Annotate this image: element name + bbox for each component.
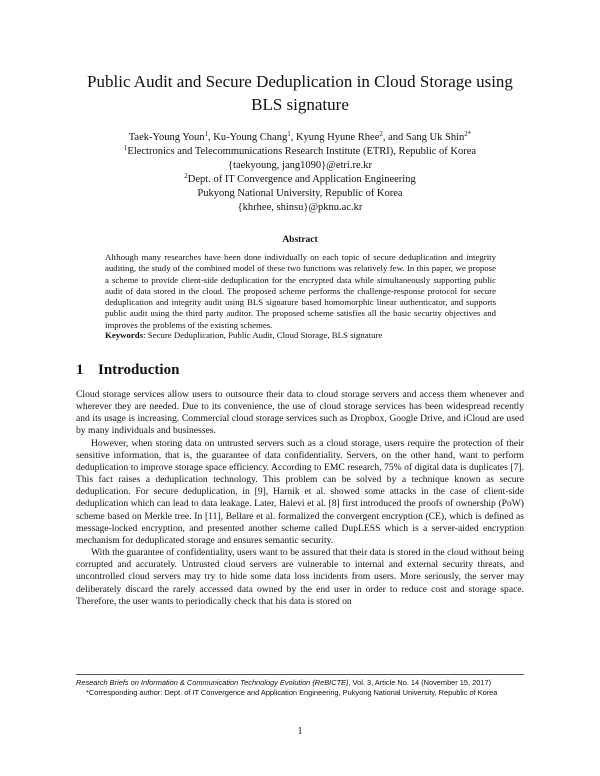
affiliation-mark: 2*: [464, 130, 472, 138]
title-line-1: Public Audit and Secure Deduplication in Cloud Storage using: [87, 72, 513, 91]
affiliation-text: Electronics and Telecommunications Research Institute (ETRI), Republic of Korea: [127, 146, 477, 157]
abstract-text: Although many researches have been done individually on each topic of secure deduplication and integrity auditing, the study of the combined model of these two functions was relatively few. In this paper, we propose a scheme to provide client-side deduplication for the encrypted data while simultaneously supporting public audit of data stored in the cloud. The proposed scheme performs the challenge-response protocol for secure deduplication and integrity audit using BLS signature based homomorphic linear authenticator, and supports public audit using the third party auditor. The proposed scheme satisfies all the basic security objectives and improves the problems of the existing schemes.: [105, 252, 496, 330]
affiliation-mark: 2: [184, 172, 188, 180]
keywords-list: : Secure Deduplication, Public Audit, Cloud Storage, BLS signature: [143, 330, 383, 340]
paragraph: Cloud storage services allow users to outsource their data to cloud storage servers and access them whenever and wherever they are needed. Due to its convenience, the use of cloud storage services has been widespread recently and its usage is increasing. Commercial cloud storage services such as Dropbox, Google Drive, and iCloud are used by many individuals and businesses.: [76, 389, 524, 437]
paper-title: [60, 70, 540, 116]
affiliation-mark: 1: [287, 130, 291, 138]
author-name: Kyung Hyune Rhee: [295, 132, 380, 143]
author-separator: ,: [290, 132, 296, 143]
affiliation-text: Dept. of IT Convergence and Application Engineering: [187, 174, 416, 185]
email-2: {khrhee, shinsu}@pknu.ac.kr: [237, 202, 363, 213]
author-name: Sang Uk Shin: [405, 132, 465, 143]
affiliation-1: [60, 145, 540, 159]
section-heading: [76, 362, 179, 379]
footnote-venue: Research Briefs on Information & Communication Technology Evolution (ReBICTE): [76, 678, 349, 687]
author-name: Ku-Young Chang: [213, 132, 288, 143]
section-title: Introduction: [98, 362, 180, 378]
author-separator: , and: [382, 132, 406, 143]
affiliation-2: [60, 173, 540, 187]
author-block: [60, 131, 540, 215]
keywords-label: Keywords: [105, 330, 144, 340]
title-line-2: BLS signature: [251, 95, 349, 114]
body-text: [76, 389, 524, 608]
author-name: Taek-Young Youn: [128, 132, 205, 143]
section-number: 1: [76, 362, 84, 378]
paragraph: With the guarantee of confidentiality, users want to be assured that their data is stored in the cloud without being corrupted and accurately. Untrusted cloud servers are vulnerable to internal and external security threats, and uncontrolled cloud servers may try to hide some data loss incidents from users. More seriously, the server may deliberately discard the rarely accessed data owned by the end user in order to reduce cost and storage space. Therefore, the user wants to periodically check that his data is stored on: [76, 547, 524, 607]
affiliation-mark: 2: [379, 130, 383, 138]
affiliation-mark: 1: [123, 144, 128, 152]
abstract-heading: Abstract: [282, 235, 318, 245]
email-1: {taekyoung, jang1090}@etri.re.kr: [228, 160, 372, 171]
affiliation-mark: 1: [204, 130, 209, 138]
footnote-issue: , Vol. 3, Article No. 14 (November 15, 2017): [348, 678, 492, 687]
footnote: [76, 678, 524, 698]
keywords: [105, 330, 496, 341]
page-number: 1: [297, 726, 303, 737]
paragraph: However, when storing data on untrusted servers such as a cloud storage, users require the protection of their sensitive information, that is, the guarantee of data confidentiality. Servers, on the other hand, want to perform deduplication to improve storage space efficiency. According to EMC research, 75% of digital data is duplicates [7]. This fact raises a deduplication technology. This problem can be solved by a technique known as secure deduplication. For secure deduplication, in [9], Harnik et al. showed some attacks in the case of client-side deduplication which can lead to data leakage. Later, Halevi et al. [8] first introduced the proofs of ownership (PoW) scheme based on Merkle tree. In [11], Bellare et al. formalized the convergent encryption (CE), which is defined as message-locked encryption, and presented another scheme called DupLESS which is a server-aided encryption mechanism for deduplicated storage and ensures semantic security.: [76, 437, 524, 546]
footnote-corresponding: *Corresponding author: Dept. of IT Convergence and Application Engineering, Pukyong National University, Republic of Korea: [86, 687, 498, 697]
author-separator: ,: [208, 132, 214, 143]
author-list: [60, 131, 540, 145]
affiliation-2-line-2: Pukyong National University, Republic of Korea: [197, 188, 403, 199]
footnote-venue-line: [76, 678, 524, 688]
footnote-rule: [76, 674, 524, 675]
